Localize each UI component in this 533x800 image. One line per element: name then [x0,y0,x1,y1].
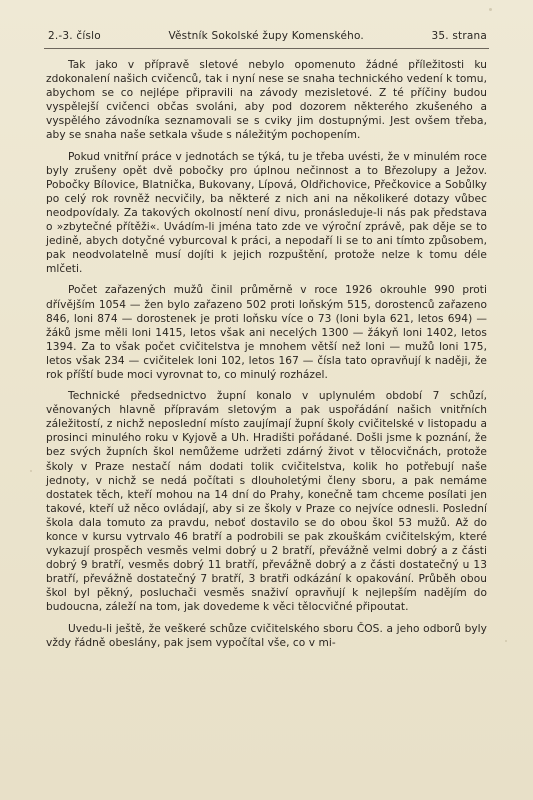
running-header [48,30,487,42]
paper-speck [489,8,492,11]
article-body [46,58,487,657]
header-rule [44,48,489,49]
paragraph: Počet zařazených mužů činil průměrně v roce 1926 okrouhle 990 proti dřívějším 1054 — žen bylo zařazeno 502 proti loňským 515, dorostenců zařazeno 846, loni 874 — dorostenek je proti loňsku více o 73 (loni byla 621, letos 694) — žáků jsme měli loni 1415, letos však ani necelých 1300 — žákyň loni 1402, letos 1394. Za to však počet cvičitelstva je mnohem větší než loni — mužů loni 175, letos však 234 — cvičitelek loni 102, letos 167 — čísla tato opravňují k naději, že rok příští bude moci vyrovnat to, co minulý rozházel. [46,284,487,381]
paragraph: Uvedu-li ještě, že veškeré schůze cvičitelského sboru ČOS. a jeho odborů byly vždy řádně obeslány, pak jsem vypočítal vše, co v mi- [46,622,487,649]
page-number: 35. strana [431,30,487,42]
paper-speck [505,640,507,642]
paragraph: Pokud vnitřní práce v jednotách se týká, tu je třeba uvésti, že v minulém roce byly zrušeny opět dvě pobočky pro úplnou nečinnost a to Březolupy a Ježov. Pobočky Bílovice, Blatnička, Bukovany, Lípová, Oldřichovice, Přečkovice a Sobůlky po celý rok rovněž necvičily, ba některé z nich ani na několikeré dotazy vůbec neodpovídaly. Za takových okolností není divu, pronásleduje-li nás pak představa o »zbytečné přítěži«. Uvádím-li jména tato zde ve výroční zprávě, pak děje se to jedině, abych dotyčné vyburcoval k práci, a nepodaří li se to ani tímto způsobem, pak neodvolatelně musí dojíti k jejich rozpuštění, protože nelze k tomu déle mlčeti. [46,150,487,276]
journal-title: Věstník Sokolské župy Komenského. [168,30,364,42]
paragraph: Technické předsednictvo župní konalo v uplynulém období 7 schůzí, věnovaných hlavně přípravám sletovým a pak uspořádání našich vnitřních záležitostí, z nichž neposlední místo zaujímají župní školy cvičitelské v listopadu a prosinci minulého roku v Kyjově a Uh. Hradišti pořádané. Došli jsme k poznání, že bez svých župních škol nemůžeme udržeti zdárný život v tělocvičnách, protože školy v Praze nestačí nám dodati tolik cvičitelstva, kolik ho potřebují naše jednoty, v nichž se nedá počítati s dlouholetými členy sboru, a pak nemáme dostatek těch, kteří mohou na 14 dní do Prahy, konečně tam chceme posílati jen takové, kteří už něco ovládají, aby si ze školy v Praze co nejvíce odnesli. Poslední škola dala tomuto za pravdu, neboť dostavilo se do obou škol 53 mužů. Až do konce v kursu vytrvalo 46 bratří a podrobili se pak zkouškám cvičitelským, které vykazují prospěch vesměs velmi dobrý u 2 bratří, převážně velmi dobrý a z části dobrý 9 bratří, vesměs dobrý 11 bratří, převážně dobrý a z části dostatečný u 13 bratří, převážně dostatečný 7 bratří, 3 bratři odkázání k opakování. Průběh obou škol byl pěkný, posluchači vesměs snaživí opravňují k nejlepším nadějím do budoucna, záleží na tom, jak dovedeme k věci tělocvičné připoutat. [46,390,487,614]
paper-speck [30,470,32,472]
paragraph: Tak jako v přípravě sletové nebylo opomenuto žádné příležitosti ku zdokonalení našich cvičenců, tak i nyní nese se snaha technického vedení k tomu, abychom se co nejlépe připravili na závody mezisletové. Z té příčiny budou vyspělejší cvičenci občas svoláni, aby pod dozorem některého zkušeného a vyspělého závodníka seznamovali se s cviky jim dostupnými. Jest ovšem třeba, aby se snaha naše setkala všude s náležitým pochopením. [46,59,487,142]
issue-number: 2.-3. číslo [48,30,101,42]
